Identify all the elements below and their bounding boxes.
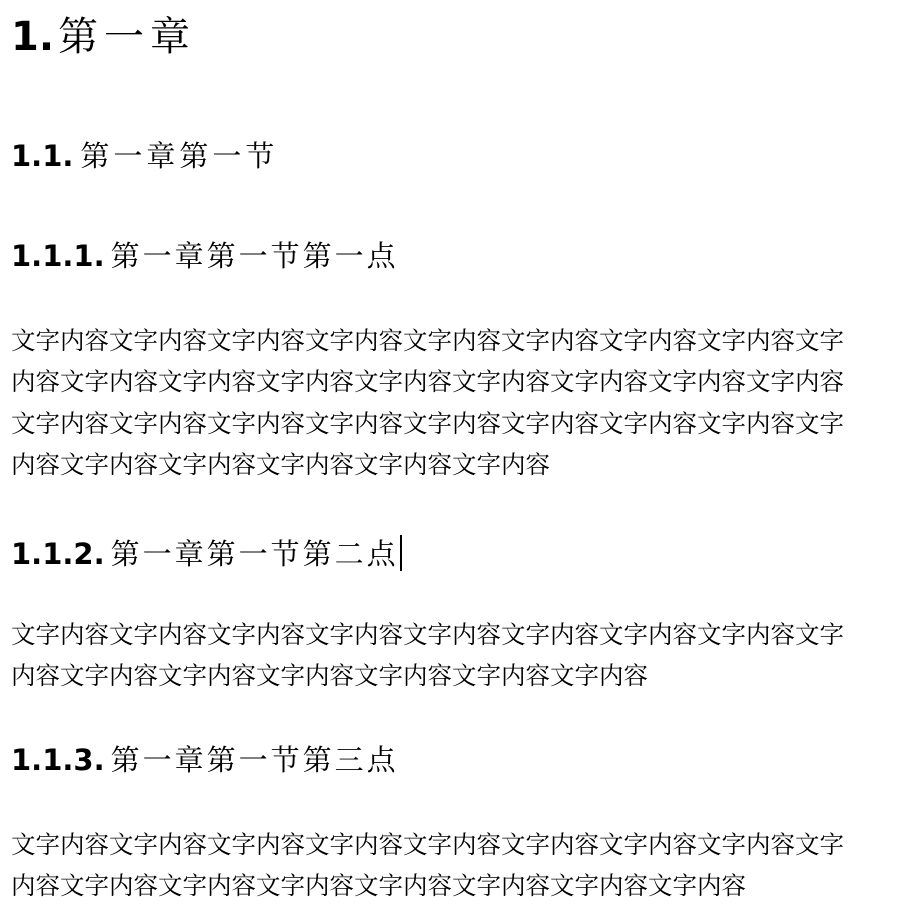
point-heading-3[interactable] xyxy=(11,743,399,777)
point-heading-2[interactable] xyxy=(11,535,402,571)
paragraph-2[interactable]: 文字内容文字内容文字内容文字内容文字内容文字内容文字内容文字内容文字内容文字内容文字内容文字内容文字内容文字内容文字内容 xyxy=(11,620,844,691)
chapter-number: 1. xyxy=(11,14,55,60)
chapter-title: 第一章 xyxy=(58,14,197,60)
section-heading[interactable] xyxy=(11,139,279,173)
chapter-heading[interactable] xyxy=(11,14,197,60)
point-title: 第一章第一节第三点 xyxy=(110,743,399,777)
point-number: 1.1.2. xyxy=(11,537,105,571)
text-cursor xyxy=(400,535,402,571)
paragraph-1[interactable]: 文字内容文字内容文字内容文字内容文字内容文字内容文字内容文字内容文字内容文字内容文字内容文字内容文字内容文字内容文字内容文字内容文字内容文字内容文字内容文字内容文字内容文字内容文字内容文字内容文字内容文字内容文字内容文字内容文字内容文字内容文字内容 xyxy=(11,326,844,479)
point-number: 1.1.1. xyxy=(11,239,105,273)
point-number: 1.1.3. xyxy=(11,743,105,777)
point-title: 第一章第一节第二点 xyxy=(110,537,399,571)
paragraph-3[interactable]: 文字内容文字内容文字内容文字内容文字内容文字内容文字内容文字内容文字内容文字内容文字内容文字内容文字内容文字内容文字内容文字内容 xyxy=(11,830,844,901)
section-title: 第一章第一节 xyxy=(80,139,279,173)
section-number: 1.1. xyxy=(11,139,74,173)
point-heading-1[interactable] xyxy=(11,239,399,273)
point-title: 第一章第一节第一点 xyxy=(110,239,399,273)
